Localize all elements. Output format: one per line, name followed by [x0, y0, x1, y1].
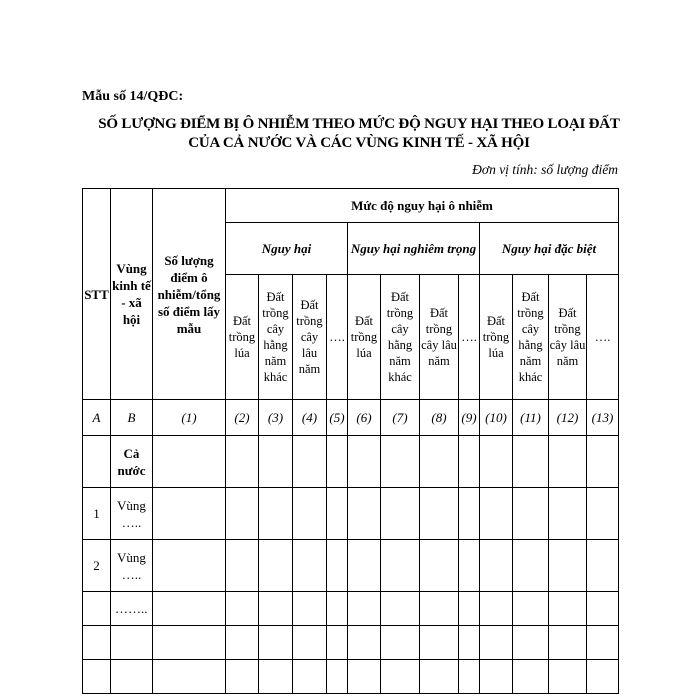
value-cell [381, 626, 420, 660]
column-code: (10) [480, 400, 513, 436]
column-code: (12) [549, 400, 587, 436]
land-type-header: Đất trồng cây hằng năm khác [381, 275, 420, 400]
value-cell [226, 488, 259, 540]
value-cell [420, 626, 459, 660]
unit-of-measure: Đơn vị tính: số lượng điểm [472, 162, 618, 177]
value-cell [327, 436, 348, 488]
header-point-count: Số lượng điểm ô nhiễm/tổng số điểm lấy mẫu [153, 189, 226, 400]
pollution-table [82, 188, 619, 694]
value-cell [259, 436, 293, 488]
value-cell [549, 626, 587, 660]
value-cell [381, 660, 420, 694]
value-cell [513, 626, 549, 660]
value-cell [153, 660, 226, 694]
value-cell [513, 540, 549, 592]
value-cell [381, 488, 420, 540]
value-cell [259, 488, 293, 540]
value-cell [420, 488, 459, 540]
table-row [83, 488, 619, 540]
value-cell [420, 592, 459, 626]
value-cell [549, 436, 587, 488]
value-cell [153, 592, 226, 626]
value-cell [293, 626, 327, 660]
value-cell [293, 540, 327, 592]
value-cell [420, 436, 459, 488]
column-code: (13) [587, 400, 619, 436]
value-cell [513, 436, 549, 488]
value-cell [420, 540, 459, 592]
table-row [83, 592, 619, 626]
value-cell [259, 540, 293, 592]
row-region: Cả nước [111, 436, 153, 488]
land-type-header: Đất trồng cây lâu năm [293, 275, 327, 400]
value-cell [348, 488, 381, 540]
value-cell [348, 540, 381, 592]
row-region: Vùng ….. [111, 540, 153, 592]
value-cell [348, 436, 381, 488]
value-cell [293, 436, 327, 488]
value-cell [226, 540, 259, 592]
value-cell [549, 660, 587, 694]
value-cell [226, 592, 259, 626]
value-cell [587, 436, 619, 488]
value-cell [153, 488, 226, 540]
value-cell [513, 592, 549, 626]
value-cell [459, 592, 480, 626]
row-stt [83, 436, 111, 488]
row-stt [83, 660, 111, 694]
value-cell [459, 436, 480, 488]
value-cell [480, 540, 513, 592]
value-cell [226, 436, 259, 488]
value-cell [587, 660, 619, 694]
value-cell [293, 592, 327, 626]
value-cell [259, 592, 293, 626]
land-type-header: …. [327, 275, 348, 400]
column-code: (2) [226, 400, 259, 436]
value-cell [587, 540, 619, 592]
report-title-line-1: SỐ LƯỢNG ĐIỂM BỊ Ô NHIỄM THEO MỨC ĐỘ NGUY HẠI THEO LOẠI ĐẤT [98, 116, 620, 132]
value-cell [153, 436, 226, 488]
group-hazardous: Nguy hại [226, 223, 348, 275]
value-cell [420, 660, 459, 694]
value-cell [348, 592, 381, 626]
value-cell [549, 592, 587, 626]
value-cell [327, 540, 348, 592]
value-cell [153, 540, 226, 592]
value-cell [480, 436, 513, 488]
column-code: A [83, 400, 111, 436]
value-cell [480, 592, 513, 626]
value-cell [459, 660, 480, 694]
report-title-line-2: CỦA CẢ NƯỚC VÀ CÁC VÙNG KINH TẾ - XÃ HỘI [188, 135, 530, 151]
land-type-header: Đất trồng cây hằng năm khác [513, 275, 549, 400]
land-type-header: Đất trồng lúa [348, 275, 381, 400]
row-stt [83, 626, 111, 660]
value-cell [348, 626, 381, 660]
header-region: Vùng kinh tế - xã hội [111, 189, 153, 400]
row-stt: 2 [83, 540, 111, 592]
land-type-header: Đất trồng cây lâu năm [549, 275, 587, 400]
value-cell [587, 488, 619, 540]
value-cell [459, 488, 480, 540]
value-cell [381, 436, 420, 488]
land-type-header: …. [459, 275, 480, 400]
value-cell [348, 660, 381, 694]
column-code: (11) [513, 400, 549, 436]
land-type-header: Đất trồng cây hằng năm khác [259, 275, 293, 400]
column-code: (8) [420, 400, 459, 436]
value-cell [226, 660, 259, 694]
value-cell [480, 488, 513, 540]
column-code: (5) [327, 400, 348, 436]
value-cell [381, 540, 420, 592]
value-cell [327, 626, 348, 660]
value-cell [549, 540, 587, 592]
value-cell [513, 660, 549, 694]
value-cell [480, 626, 513, 660]
land-type-header: Đất trồng lúa [226, 275, 259, 400]
value-cell [327, 592, 348, 626]
header-hazard-level: Mức độ nguy hại ô nhiễm [226, 189, 619, 223]
value-cell [549, 488, 587, 540]
value-cell [293, 488, 327, 540]
table-row [83, 436, 619, 488]
value-cell [513, 488, 549, 540]
row-region [111, 626, 153, 660]
column-code: (4) [293, 400, 327, 436]
value-cell [480, 660, 513, 694]
row-region: Vùng ….. [111, 488, 153, 540]
land-type-header: …. [587, 275, 619, 400]
group-seriously-hazardous: Nguy hại nghiêm trọng [348, 223, 480, 275]
column-code: (6) [348, 400, 381, 436]
column-code: (9) [459, 400, 480, 436]
value-cell [459, 540, 480, 592]
value-cell [327, 488, 348, 540]
value-cell [153, 626, 226, 660]
land-type-header: Đất trồng lúa [480, 275, 513, 400]
column-code: (1) [153, 400, 226, 436]
row-region: …….. [111, 592, 153, 626]
table-row [83, 660, 619, 694]
table-row [83, 540, 619, 592]
row-stt [83, 592, 111, 626]
row-region [111, 660, 153, 694]
value-cell [587, 592, 619, 626]
table-row [83, 626, 619, 660]
value-cell [259, 626, 293, 660]
column-code: B [111, 400, 153, 436]
column-code: (7) [381, 400, 420, 436]
column-code: (3) [259, 400, 293, 436]
group-especially-hazardous: Nguy hại đặc biệt [480, 223, 619, 275]
value-cell [381, 592, 420, 626]
value-cell [226, 626, 259, 660]
value-cell [259, 660, 293, 694]
value-cell [327, 660, 348, 694]
row-stt: 1 [83, 488, 111, 540]
form-number: Mẫu số 14/QĐC: [82, 89, 184, 104]
value-cell [459, 626, 480, 660]
land-type-header: Đất trồng cây lâu năm [420, 275, 459, 400]
header-stt: STT [83, 189, 111, 400]
value-cell [587, 626, 619, 660]
value-cell [293, 660, 327, 694]
